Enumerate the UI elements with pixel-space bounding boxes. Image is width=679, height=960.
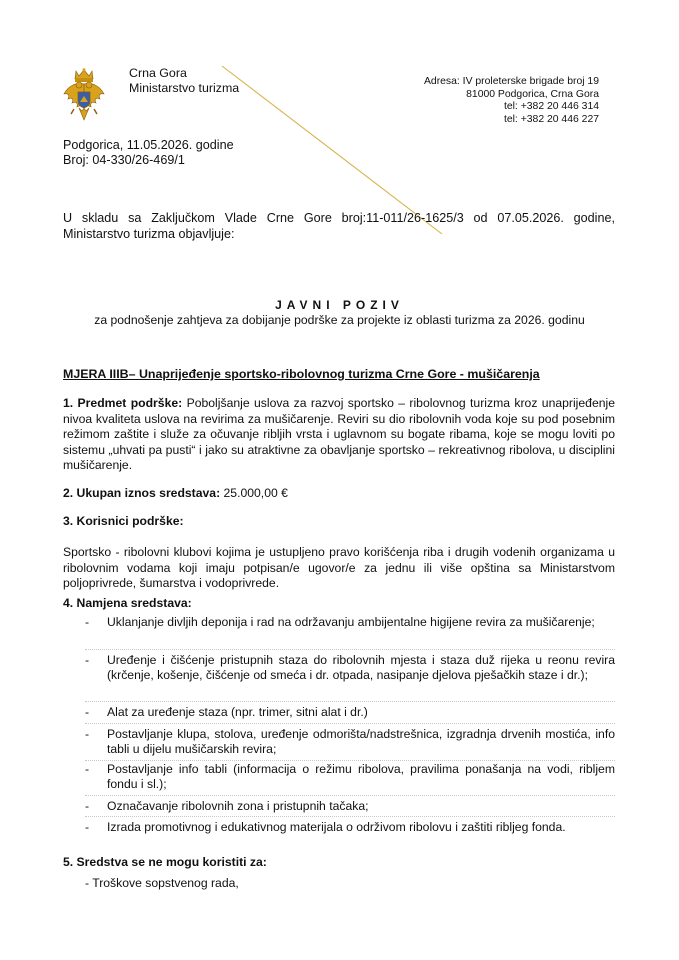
place-date: Podgorica, 11.05.2026. godine (63, 138, 234, 152)
section-5-item: - Troškove sopstvenog rada, (85, 876, 239, 890)
measure-label: MJERA IIIB– (63, 367, 136, 381)
list-dash: - (85, 820, 90, 834)
list-dash: - (85, 799, 90, 813)
section-2-label: 2. Ukupan iznos sredstava: (63, 486, 221, 500)
section-2 (63, 486, 288, 501)
list-item-text: Izrada promotivnog i edukativnog materijala o održivom ribolovu i zaštiti ribljeg fonda. (107, 820, 566, 834)
section-4-label: 4. Namjena sredstava: (63, 596, 192, 610)
section-2-value: 25.000,00 € (223, 486, 288, 500)
address-line: Adresa: IV proleterske brigade broj 19 (423, 76, 599, 87)
document-title: JAVNI POZIV (275, 298, 404, 312)
list-separator (85, 816, 615, 817)
section-1-label: 1. Predmet podrške: (63, 396, 183, 410)
measure-heading (63, 367, 540, 382)
document-number: Broj: 04-330/26-469/1 (63, 153, 185, 167)
header-country: Crna Gora (129, 66, 187, 80)
list-dash: - (85, 762, 90, 776)
list-item-text: Uklanjanje divljih deponija i rad na održavanju ambijentalne higijene revira za mušičarenje; (107, 615, 595, 629)
section-5-label: 5. Sredstva se ne mogu koristiti za: (63, 855, 267, 869)
measure-name: Unaprijeđenje sportsko-ribolovnog turizma Crne Gore - mušičarenja (138, 367, 540, 381)
address-line: tel: +382 20 446 314 (503, 101, 599, 113)
section-1 (63, 396, 615, 474)
list-item-text: Označavanje ribolovnih zona i pristupnih tačaka; (107, 799, 369, 813)
list-dash: - (85, 615, 90, 629)
list-dash: - (85, 653, 90, 667)
section-1-text: Poboljšanje uslova za razvoj sportsko – ribolovnog turizma kroz unaprijeđenje nivoa kvaliteta uslova na revirima za mušičarenje. Reviri su dio ribolovnih voda koje su pod posebnim režimom zaštite i služe za očuvanje ribljih vrsta i uglavnom su bogate ribama, koje se mogu loviti po sistemu „uhvati pa pusti“ i jako su atraktivne za obavljanje sportsko – rekreativnog ribolova, u disciplini mušičarenje. (63, 396, 615, 473)
list-item-text: Postavljanje klupa, stolova, uređenje odmorišta/nadstrešnica, izgradnja drvenih mostića, info tabli u dijelu mušičarskih revira; (107, 727, 615, 756)
list-separator (85, 760, 615, 761)
intro-paragraph: U skladu sa Zaključkom Vlade Crne Gore broj:11-011/26-1625/3 od 07.05.2026. godine, Ministarstvo turizma objavljuje: (63, 211, 615, 241)
list-separator (85, 795, 615, 796)
address-line: tel: +382 20 446 227 (503, 113, 599, 125)
list-dash: - (85, 727, 90, 741)
list-dash: - (85, 705, 90, 719)
list-separator (85, 723, 615, 724)
list-item-text: Alat za uređenje staza (npr. trimer, sitni alat i dr.) (107, 705, 368, 719)
address-line: 81000 Podgorica, Crna Gora (466, 88, 599, 100)
header-ministry: Ministarstvo turizma (129, 81, 240, 95)
document-subtitle: za podnošenje zahtjeva za dobijanje podrške za projekte iz oblasti turizma za 2026. godinu (94, 313, 585, 327)
list-separator (85, 701, 615, 702)
section-3-label: 3. Korisnici podrške: (63, 514, 184, 528)
section-3-text: Sportsko - ribolovni klubovi kojima je ustupljeno pravo korišćenja riba i drugih vodenih organizama u ribolovnim vodama koji imaju potpisan/e ugovor/e za jednu ili više opština sa Ministarstvom poljoprivrede, šumarstva i vodoprivrede. (63, 545, 615, 591)
list-item-text: Postavljanje info tabli (informacija o režimu ribolova, pravilima ponašanja na vodi, ribljem fondu i sl.); (107, 762, 615, 791)
list-item-text: Uređenje i čišćenje pristupnih staza do ribolovnih mjesta i staza duž rijeka u reonu revira (krčenje, košenje, čišćenje od smeća i dr. otpada, nasipanje djelova pješačkih staze i dr.); (107, 653, 615, 682)
list-separator (85, 649, 615, 650)
